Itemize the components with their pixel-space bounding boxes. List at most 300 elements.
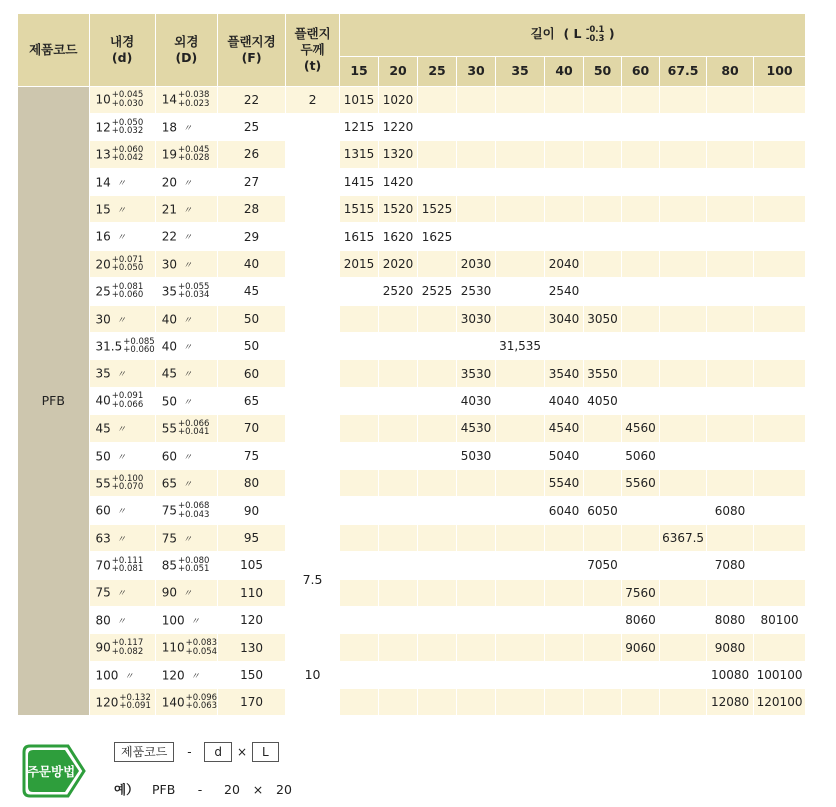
length-cell: [660, 223, 707, 250]
length-cell: [622, 333, 660, 360]
outer-dia-cell: 140 +0.096 +0.063: [155, 689, 217, 716]
length-cell: 1220: [379, 113, 418, 140]
ditto-mark: 〃: [124, 671, 134, 682]
table-row: [18, 250, 806, 277]
length-cell: [457, 86, 496, 113]
length-cell: 1320: [379, 141, 418, 168]
length-cell: [707, 579, 754, 606]
outer-dia-cell-tolerance: +0.055 +0.034: [177, 281, 210, 301]
flange-dia-cell: 22: [218, 86, 286, 113]
inner-dia-cell-tolerance: +0.050 +0.032: [111, 117, 144, 137]
outer-dia-cell-tolerance: +0.083 +0.054: [185, 638, 218, 657]
length-cell: [457, 524, 496, 551]
length-cell: [707, 333, 754, 360]
order-box-d: d: [204, 742, 232, 762]
length-cell: [379, 634, 418, 661]
length-cell: [584, 141, 622, 168]
length-cell: 8060: [622, 606, 660, 633]
table-row: [18, 387, 806, 414]
length-cell: 2520: [379, 278, 418, 305]
length-cell: 5560: [622, 469, 660, 496]
length-cell: 1615: [340, 223, 379, 250]
length-cell: 5540: [545, 469, 584, 496]
length-cell: [340, 497, 379, 524]
table-row: [18, 606, 806, 633]
length-cell: [584, 579, 622, 606]
length-cell: [754, 634, 806, 661]
length-col-header: 60: [622, 56, 660, 86]
ditto-mark: 〃: [182, 534, 192, 545]
inner-dia-cell: 80 〃: [89, 606, 155, 633]
length-cell: [418, 469, 457, 496]
length-cell: [418, 141, 457, 168]
outer-dia-cell: 18 〃: [155, 113, 217, 140]
length-cell: [584, 333, 622, 360]
inner-dia-cell-tolerance: +0.045 +0.030: [111, 90, 144, 109]
spec-table: [18, 14, 806, 716]
order-times: ×: [236, 745, 248, 759]
flange-dia-cell: 75: [218, 442, 286, 469]
length-cell: [754, 387, 806, 414]
length-cell: [340, 579, 379, 606]
inner-dia-cell: 30 〃: [89, 305, 155, 332]
length-cell: 1525: [418, 196, 457, 223]
length-cell: 3050: [584, 305, 622, 332]
length-cell: [496, 442, 545, 469]
length-cell: [707, 442, 754, 469]
length-cell: [754, 333, 806, 360]
length-cell: [622, 305, 660, 332]
length-cell: 1415: [340, 168, 379, 195]
inner-dia-cell: 35 〃: [89, 360, 155, 387]
length-cell: [379, 333, 418, 360]
length-cell: [584, 113, 622, 140]
ditto-mark: 〃: [116, 370, 126, 381]
product-code-cell: PFB: [18, 86, 89, 716]
length-cell: [340, 524, 379, 551]
flange-dia-cell: 120: [218, 606, 286, 633]
outer-dia-cell-tolerance: +0.096 +0.063: [185, 692, 218, 712]
length-cell: [457, 168, 496, 195]
length-cell: [340, 442, 379, 469]
flange-thickness-cell: [286, 113, 340, 250]
flange-dia-cell: 95: [218, 524, 286, 551]
inner-dia-cell: 16 〃: [89, 223, 155, 250]
length-cell: 3030: [457, 305, 496, 332]
length-col-header: 50: [584, 56, 622, 86]
length-cell: 5060: [622, 442, 660, 469]
length-cell: [379, 415, 418, 442]
length-cell: [754, 196, 806, 223]
length-cell: [707, 250, 754, 277]
outer-dia-cell: 60 〃: [155, 442, 217, 469]
length-cell: [584, 223, 622, 250]
flange-dia-cell: 45: [218, 278, 286, 305]
length-cell: 31,535: [496, 333, 545, 360]
table-row: [18, 113, 806, 140]
length-cell: 2040: [545, 250, 584, 277]
length-cell: [418, 524, 457, 551]
length-cell: [707, 223, 754, 250]
outer-dia-cell-tolerance: +0.068 +0.043: [177, 501, 210, 520]
header-length: 길이 ( L -0.1 -0.3 ): [340, 14, 806, 56]
outer-dia-cell: 75 〃: [155, 524, 217, 551]
ditto-mark: 〃: [116, 589, 126, 600]
table-row: [18, 223, 806, 250]
table-row: [18, 305, 806, 332]
length-cell: 6367.5: [660, 524, 707, 551]
table-row: [18, 415, 806, 442]
length-cell: 6040: [545, 497, 584, 524]
length-col-header: 67.5: [660, 56, 707, 86]
length-cell: [660, 661, 707, 688]
order-example-d: 20: [224, 781, 240, 797]
order-method-badge: [20, 742, 86, 800]
length-cell: 8080: [707, 606, 754, 633]
order-example: 예） PFB - 20 × 20: [114, 780, 298, 798]
length-cell: 4040: [545, 387, 584, 414]
length-cell: [496, 579, 545, 606]
length-cell: 3550: [584, 360, 622, 387]
header-outer-dia: 외경 (D): [155, 14, 217, 86]
length-cell: 1515: [340, 196, 379, 223]
length-cell: 4050: [584, 387, 622, 414]
length-cell: [418, 552, 457, 579]
length-cell: [622, 661, 660, 688]
outer-dia-cell: 90 〃: [155, 579, 217, 606]
flange-dia-cell: 130: [218, 634, 286, 661]
length-col-header: 35: [496, 56, 545, 86]
outer-dia-cell-tolerance: +0.066 +0.041: [177, 418, 210, 438]
length-cell: 6050: [584, 497, 622, 524]
inner-dia-cell-tolerance: +0.117 +0.082: [111, 638, 144, 657]
length-cell: [379, 442, 418, 469]
length-cell: [584, 250, 622, 277]
inner-dia-cell: 25 +0.081 +0.060: [89, 278, 155, 305]
length-cell: [754, 278, 806, 305]
length-cell: [660, 497, 707, 524]
flange-dia-cell: 50: [218, 333, 286, 360]
length-cell: [457, 469, 496, 496]
length-cell: [418, 113, 457, 140]
outer-dia-cell: 45 〃: [155, 360, 217, 387]
length-cell: [418, 305, 457, 332]
length-cell: [340, 689, 379, 716]
length-cell: [340, 278, 379, 305]
length-cell: [340, 552, 379, 579]
length-cell: 3530: [457, 360, 496, 387]
flange-dia-cell: 29: [218, 223, 286, 250]
length-col-header: 20: [379, 56, 418, 86]
length-cell: [754, 469, 806, 496]
length-cell: 4540: [545, 415, 584, 442]
ditto-mark: 〃: [182, 342, 192, 353]
length-cell: 9060: [622, 634, 660, 661]
table-row: [18, 524, 806, 551]
length-cell: [754, 415, 806, 442]
length-cell: [496, 305, 545, 332]
length-cell: [340, 360, 379, 387]
table-row: [18, 552, 806, 579]
length-cell: 1620: [379, 223, 418, 250]
inner-dia-cell: 15 〃: [89, 196, 155, 223]
length-cell: 2015: [340, 250, 379, 277]
length-cell: [496, 168, 545, 195]
length-cell: [496, 689, 545, 716]
length-cell: [584, 196, 622, 223]
length-cell: 2030: [457, 250, 496, 277]
inner-dia-cell-tolerance: +0.132 +0.091: [119, 692, 151, 712]
length-cell: [545, 552, 584, 579]
length-cell: 3540: [545, 360, 584, 387]
length-cell: [379, 387, 418, 414]
flange-thickness-cell: [286, 250, 340, 524]
ditto-mark: 〃: [116, 507, 126, 518]
inner-dia-cell-tolerance: +0.091 +0.066: [111, 391, 144, 410]
flange-dia-cell: 170: [218, 689, 286, 716]
length-cell: [418, 634, 457, 661]
length-cell: [418, 168, 457, 195]
inner-dia-cell: 70 +0.111 +0.081: [89, 552, 155, 579]
length-cell: [660, 196, 707, 223]
length-col-header: 15: [340, 56, 379, 86]
length-cell: [707, 278, 754, 305]
length-cell: [754, 524, 806, 551]
length-cell: [340, 305, 379, 332]
length-cell: [584, 606, 622, 633]
ditto-mark: 〃: [182, 479, 192, 490]
length-cell: 12080: [707, 689, 754, 716]
length-cell: [660, 168, 707, 195]
table-row: [18, 196, 806, 223]
length-cell: [660, 387, 707, 414]
length-cell: [379, 305, 418, 332]
length-cell: [340, 469, 379, 496]
length-cell: [754, 360, 806, 387]
flange-dia-cell: 25: [218, 113, 286, 140]
length-cell: [496, 113, 545, 140]
length-cell: [379, 579, 418, 606]
table-row: [18, 168, 806, 195]
inner-dia-cell: 10 +0.045 +0.030: [89, 86, 155, 113]
length-cell: [545, 333, 584, 360]
length-cell: [545, 689, 584, 716]
length-cell: [496, 250, 545, 277]
length-cell: 3040: [545, 305, 584, 332]
length-cell: [496, 278, 545, 305]
order-box-product-code: 제품코드: [114, 742, 174, 762]
length-cell: [754, 141, 806, 168]
outer-dia-cell: 21 〃: [155, 196, 217, 223]
flange-dia-cell: 40: [218, 250, 286, 277]
length-cell: [584, 634, 622, 661]
length-cell: [340, 387, 379, 414]
length-cell: [584, 86, 622, 113]
length-cell: [418, 606, 457, 633]
length-cell: [660, 305, 707, 332]
length-cell: [545, 606, 584, 633]
inner-dia-cell: 14 〃: [89, 168, 155, 195]
length-cell: [457, 606, 496, 633]
length-cell: [707, 86, 754, 113]
length-cell: [418, 689, 457, 716]
length-cell: [622, 196, 660, 223]
length-col-header: 80: [707, 56, 754, 86]
length-cell: 120100: [754, 689, 806, 716]
outer-dia-cell: 22 〃: [155, 223, 217, 250]
inner-dia-cell: 120 +0.132 +0.091: [89, 689, 155, 716]
inner-dia-cell-tolerance: +0.085 +0.060: [123, 336, 155, 356]
length-cell: [754, 86, 806, 113]
length-cell: [457, 579, 496, 606]
order-example-l: 20: [276, 781, 292, 797]
length-cell: [418, 86, 457, 113]
length-cell: [707, 415, 754, 442]
length-cell: [622, 278, 660, 305]
length-cell: [418, 579, 457, 606]
length-cell: [379, 469, 418, 496]
length-cell: [622, 223, 660, 250]
length-cell: 9080: [707, 634, 754, 661]
length-cell: [379, 497, 418, 524]
flange-dia-cell: 27: [218, 168, 286, 195]
outer-dia-cell-tolerance: +0.045 +0.028: [177, 144, 210, 164]
length-cell: [660, 86, 707, 113]
length-cell: 2530: [457, 278, 496, 305]
order-example-code: PFB: [152, 781, 176, 797]
flange-dia-cell: 80: [218, 469, 286, 496]
length-cell: [457, 634, 496, 661]
header-product-code: 제품코드: [18, 14, 89, 86]
length-cell: [754, 579, 806, 606]
length-cell: [496, 360, 545, 387]
length-cell: [754, 442, 806, 469]
length-cell: [340, 634, 379, 661]
length-cell: [496, 141, 545, 168]
length-cell: [545, 86, 584, 113]
length-cell: 1020: [379, 86, 418, 113]
length-cell: 80100: [754, 606, 806, 633]
length-cell: [660, 634, 707, 661]
flange-dia-cell: 26: [218, 141, 286, 168]
flange-dia-cell: 60: [218, 360, 286, 387]
inner-dia-cell: 31.5 +0.085 +0.060: [89, 333, 155, 360]
length-cell: [545, 141, 584, 168]
length-cell: [379, 661, 418, 688]
length-cell: [622, 113, 660, 140]
length-cell: [584, 442, 622, 469]
length-cell: [660, 552, 707, 579]
outer-dia-cell: 120 〃: [155, 661, 217, 688]
length-cell: 5030: [457, 442, 496, 469]
length-cell: [418, 661, 457, 688]
length-cell: [340, 415, 379, 442]
length-cell: [622, 360, 660, 387]
order-badge-label: 주문방법: [26, 764, 76, 779]
ditto-mark: 〃: [116, 206, 126, 216]
table-row: [18, 469, 806, 496]
inner-dia-cell-tolerance: +0.071 +0.050: [111, 254, 144, 274]
length-cell: 1420: [379, 168, 418, 195]
flange-dia-cell: 50: [218, 305, 286, 332]
length-cell: [496, 606, 545, 633]
length-cell: [379, 360, 418, 387]
flange-dia-cell: 70: [218, 415, 286, 442]
outer-dia-cell: 65 〃: [155, 469, 217, 496]
length-cell: [496, 661, 545, 688]
header-flange-thickness: 플랜지 두께 (t): [286, 14, 340, 86]
inner-dia-cell: 45 〃: [89, 415, 155, 442]
length-cell: [457, 552, 496, 579]
length-cell: [707, 524, 754, 551]
length-cell: [707, 360, 754, 387]
inner-dia-cell: 13 +0.060 +0.042: [89, 141, 155, 168]
length-cell: [660, 141, 707, 168]
length-cell: [660, 689, 707, 716]
length-cell: [457, 497, 496, 524]
header-flange-dia: 플랜지경 (F): [218, 14, 286, 86]
length-cell: 1315: [340, 141, 379, 168]
length-cell: [660, 606, 707, 633]
ditto-mark: 〃: [116, 233, 126, 244]
length-cell: [660, 278, 707, 305]
flange-dia-cell: 150: [218, 661, 286, 688]
length-cell: [340, 606, 379, 633]
length-cell: [418, 415, 457, 442]
outer-dia-cell: 50 〃: [155, 387, 217, 414]
length-cell: [754, 552, 806, 579]
length-cell: 7560: [622, 579, 660, 606]
table-row: [18, 689, 806, 716]
ditto-mark: 〃: [116, 452, 126, 463]
flange-dia-cell: 28: [218, 196, 286, 223]
length-cell: 7080: [707, 552, 754, 579]
ditto-mark: 〃: [116, 315, 126, 326]
length-cell: [584, 415, 622, 442]
outer-dia-cell: 110 +0.083 +0.054: [155, 634, 217, 661]
length-cell: 7050: [584, 552, 622, 579]
length-cell: [418, 360, 457, 387]
length-col-header: 100: [754, 56, 806, 86]
length-col-header: 40: [545, 56, 584, 86]
length-cell: [584, 524, 622, 551]
length-cell: [379, 689, 418, 716]
table-row: [18, 86, 806, 113]
length-cell: [457, 113, 496, 140]
length-cell: [622, 141, 660, 168]
length-cell: [340, 333, 379, 360]
length-cell: 5040: [545, 442, 584, 469]
ditto-mark: 〃: [182, 589, 192, 600]
table-row: [18, 634, 806, 661]
inner-dia-cell: 100 〃: [89, 661, 155, 688]
outer-dia-cell: 20 〃: [155, 168, 217, 195]
length-cell: [457, 223, 496, 250]
outer-dia-cell: 30 〃: [155, 250, 217, 277]
outer-dia-cell: 19 +0.045 +0.028: [155, 141, 217, 168]
length-cell: [660, 469, 707, 496]
length-cell: [379, 552, 418, 579]
outer-dia-cell: 75 +0.068 +0.043: [155, 497, 217, 524]
outer-dia-cell: 14 +0.038 +0.023: [155, 86, 217, 113]
length-cell: [340, 661, 379, 688]
length-cell: 4030: [457, 387, 496, 414]
inner-dia-cell-tolerance: +0.081 +0.060: [111, 281, 144, 301]
length-cell: [418, 333, 457, 360]
header-inner-dia: 내경 (d): [89, 14, 155, 86]
length-cell: 2540: [545, 278, 584, 305]
length-cell: [545, 634, 584, 661]
